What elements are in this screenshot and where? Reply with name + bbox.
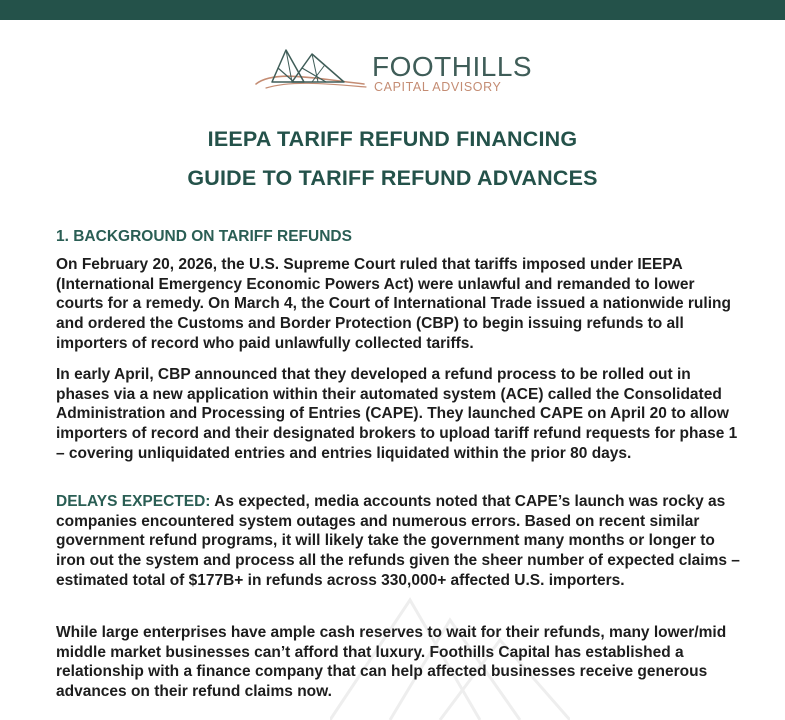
section-heading: 1. BACKGROUND ON TARIFF REFUNDS: [56, 228, 352, 245]
delays-heading: DELAYS EXPECTED:: [56, 493, 211, 510]
document-subtitle: GUIDE TO TARIFF REFUND ADVANCES: [187, 166, 598, 190]
company-logo: [252, 44, 532, 96]
paragraph-cape-launch: In early April, CBP announced that they developed a refund process to be rolled out in phases via a new application within their automated system (ACE) called the Consolidated Administration and Processing of Entries (CAPE). They launched CAPE on April 20 to allow importers of record and their designated brokers to upload tariff refund requests for phase 1 – covering unliquidated entries and entries liquidated within the prior 80 days.: [56, 366, 738, 462]
delays-text: As expected, media accounts noted that CAPE’s launch was rocky as companies encountered system outages and numerous errors. Based on recent similar government refund programs, it will likely take the government many months or longer to iron out the system and process all the refunds given the sheer number of expected claims – estimated total of $177B+ in refunds across 330,000+ affected U.S. importers.: [56, 493, 740, 589]
logo-tagline: CAPITAL ADVISORY: [374, 80, 502, 94]
paragraph-ruling: On February 20, 2026, the U.S. Supreme Court ruled that tariffs imposed under IEEPA (International Emergency Economic Powers Act) were unlawful and remanded to lower courts for a remedy. On March 4, the Court of International Trade issued a nationwide ruling and ordered the Customs and Border Protection (CBP) to begin issuing refunds to all importers of record who paid unlawfully collected tariffs.: [56, 256, 731, 352]
paragraph-delays: [56, 492, 746, 591]
paragraph-closing: While large enterprises have ample cash reserves to wait for their refunds, many lower/mid middle market businesses can’t afford that luxury. Foothills Capital has established a relationship with a finance company that can help affected businesses receive generous advances on their refund claims now.: [56, 624, 727, 701]
mountain-icon: [252, 44, 368, 96]
logo-name: FOOTHILLS: [372, 51, 533, 82]
document-title: IEEPA TARIFF REFUND FINANCING: [207, 127, 578, 151]
top-color-bar: [0, 0, 785, 20]
